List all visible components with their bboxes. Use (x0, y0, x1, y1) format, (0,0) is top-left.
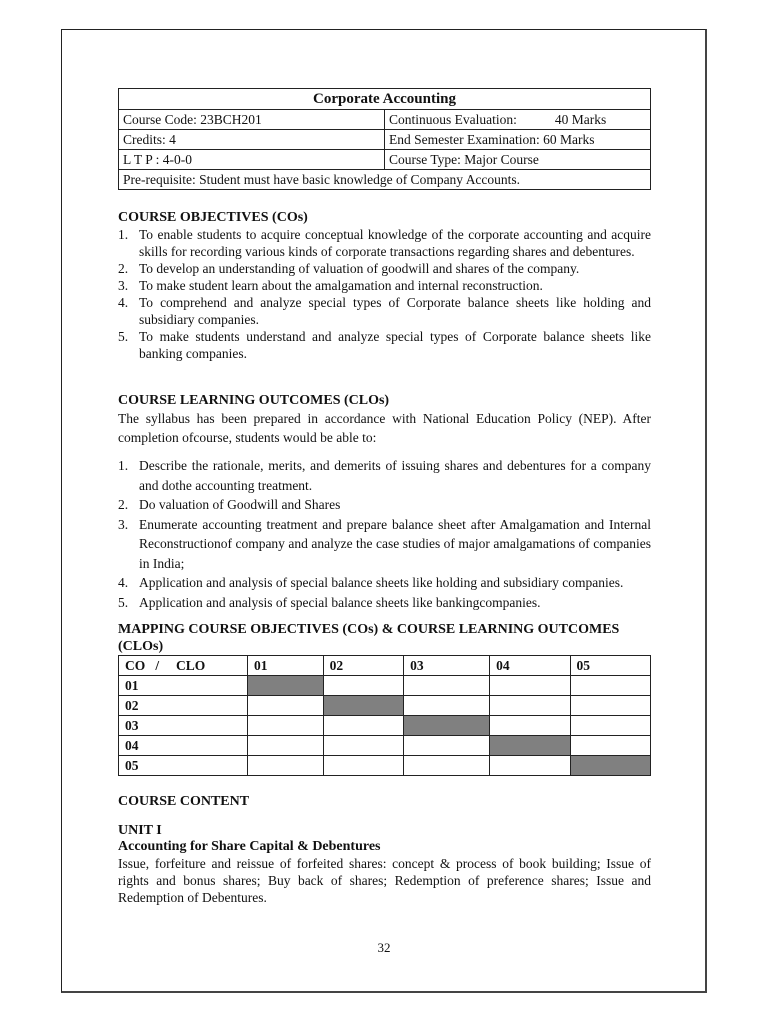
objective-item (118, 277, 651, 294)
mapping-cell-mapped (248, 676, 324, 696)
objectives-heading: COURSE OBJECTIVES (COs) (118, 210, 308, 225)
outcome-item-number: 1. (118, 458, 129, 473)
mapping-table (118, 655, 651, 776)
mapping-header-row (119, 656, 651, 676)
objective-item-text: To enable students to acquire conceptual knowledge of the corporate accounting and acquire skills for recording various kinds of corporate transactions regarding shares and debentures. (139, 227, 651, 259)
mapping-column-header: 03 (404, 656, 490, 676)
mapping-cell (570, 716, 650, 736)
outcomes-heading: COURSE LEARNING OUTCOMES (CLOs) (118, 393, 390, 408)
mapping-section (118, 621, 651, 655)
mapping-cell (404, 736, 490, 756)
objective-item-number: 3. (118, 278, 129, 293)
mapping-cell (404, 676, 490, 696)
mapping-cell (490, 676, 570, 696)
outcome-item (118, 593, 651, 613)
objective-item-number: 4. (118, 295, 129, 310)
mapping-row (119, 676, 651, 696)
mapping-cell-mapped (323, 696, 403, 716)
mapping-cell (248, 736, 324, 756)
objective-item-text: To make students understand and analyze special types of Corporate balance sheets like banking companies. (139, 329, 651, 361)
mapping-cell (323, 716, 403, 736)
mapping-cell (404, 696, 490, 716)
mapping-row (119, 756, 651, 776)
objective-item-text: To comprehend and analyze special types of Corporate balance sheets like holding and subsidiary companies. (139, 295, 651, 327)
unit-title: Accounting for Share Capital & Debentures (118, 839, 381, 854)
outcome-item (118, 573, 651, 593)
mapping-column-header: 02 (323, 656, 403, 676)
course-code: Course Code: 23BCH201 (119, 110, 385, 130)
objective-item (118, 226, 651, 260)
mapping-cell-mapped (404, 716, 490, 736)
unit-heading: UNIT I (118, 823, 162, 838)
mapping-row-header: 02 (119, 696, 248, 716)
outcome-item-number: 5. (118, 594, 129, 610)
mapping-cell (490, 756, 570, 776)
mapping-cell-mapped (570, 756, 650, 776)
objective-item (118, 328, 651, 362)
content-section (118, 794, 651, 906)
outcome-item-text: Application and analysis of special balance sheets like bankingcompanies. (139, 594, 541, 610)
mapping-cell (248, 716, 324, 736)
mapping-cell (323, 736, 403, 756)
outcome-item-number: 2. (118, 497, 129, 512)
mapping-column-header: 01 (248, 656, 324, 676)
outcomes-list (118, 456, 651, 612)
mapping-cell (323, 756, 403, 776)
mapping-cell (490, 696, 570, 716)
outcome-item-number: 4. (118, 575, 129, 590)
outcome-item-text: Describe the rationale, merits, and demerits of issuing shares and debentures for a company and dothe accounting treatment. (139, 458, 651, 493)
objective-item (118, 294, 651, 328)
credits: Credits: 4 (119, 130, 385, 150)
prerequisite: Pre-requisite: Student must have basic knowledge of Company Accounts. (119, 170, 651, 190)
mapping-row (119, 696, 651, 716)
mapping-cell (570, 696, 650, 716)
outcome-item-text: Application and analysis of special balance sheets like holding and subsidiary companies. (139, 575, 624, 590)
objective-item-number: 2. (118, 261, 129, 276)
outcome-item (118, 515, 651, 574)
mapping-row-header: 01 (119, 676, 248, 696)
mapping-row (119, 716, 651, 736)
outcome-item-text: Enumerate accounting treatment and prepare balance sheet after Amalgamation and Internal Reconstructionof company and analyze the case studies of major amalgamations of companies in India; (139, 516, 651, 571)
mapping-cell (248, 756, 324, 776)
ce-value: 40 Marks (554, 111, 607, 127)
unit-text: Issue, forfeiture and reissue of forfeited shares: concept & process of book building; Issue of rights and bonus shares; Buy back of shares; Redemption of preference shares; Issue and Redemption of Debentures. (118, 856, 651, 905)
course-title: Corporate Accounting (119, 89, 651, 110)
mapping-cell (570, 736, 650, 756)
outcomes-intro: The syllabus has been prepared in accordance with National Education Policy (NEP). After completion ofcourse, students would be able to: (118, 411, 651, 445)
course-type: Course Type: Major Course (385, 150, 651, 170)
mapping-cell-mapped (490, 736, 570, 756)
ce-label: Continuous Evaluation: (389, 111, 517, 127)
end-semester-exam: End Semester Examination: 60 Marks (385, 130, 651, 150)
mapping-cell (248, 696, 324, 716)
mapping-row-header: 05 (119, 756, 248, 776)
mapping-column-header: 05 (570, 656, 650, 676)
outcome-item (118, 495, 651, 515)
mapping-row (119, 736, 651, 756)
outcome-item (118, 456, 651, 495)
mapping-cell (490, 716, 570, 736)
ltp: L T P : 4-0-0 (119, 150, 385, 170)
course-info-table (118, 88, 651, 190)
page-number: 32 (377, 940, 391, 955)
content-heading: COURSE CONTENT (118, 794, 250, 809)
objective-item-number: 1. (118, 227, 129, 242)
mapping-row-header: 04 (119, 736, 248, 756)
objectives-section (118, 210, 651, 362)
outcomes-section (118, 393, 651, 612)
mapping-column-header: 04 (490, 656, 570, 676)
continuous-evaluation (385, 110, 651, 130)
mapping-cell (404, 756, 490, 776)
objectives-list (118, 226, 651, 362)
objective-item (118, 260, 651, 277)
outcome-item-number: 3. (118, 516, 129, 532)
mapping-cell (323, 676, 403, 696)
objective-item-text: To develop an understanding of valuation of goodwill and shares of the company. (139, 261, 580, 276)
mapping-row-header: 03 (119, 716, 248, 736)
objective-item-number: 5. (118, 329, 129, 344)
outcome-item-text: Do valuation of Goodwill and Shares (139, 497, 341, 512)
mapping-cell (570, 676, 650, 696)
mapping-heading: MAPPING COURSE OBJECTIVES (COs) & COURSE LEARNING OUTCOMES (CLOs) (118, 622, 620, 654)
mapping-corner-cell: CO / CLO (119, 656, 248, 676)
objective-item-text: To make student learn about the amalgamation and internal reconstruction. (139, 278, 543, 293)
